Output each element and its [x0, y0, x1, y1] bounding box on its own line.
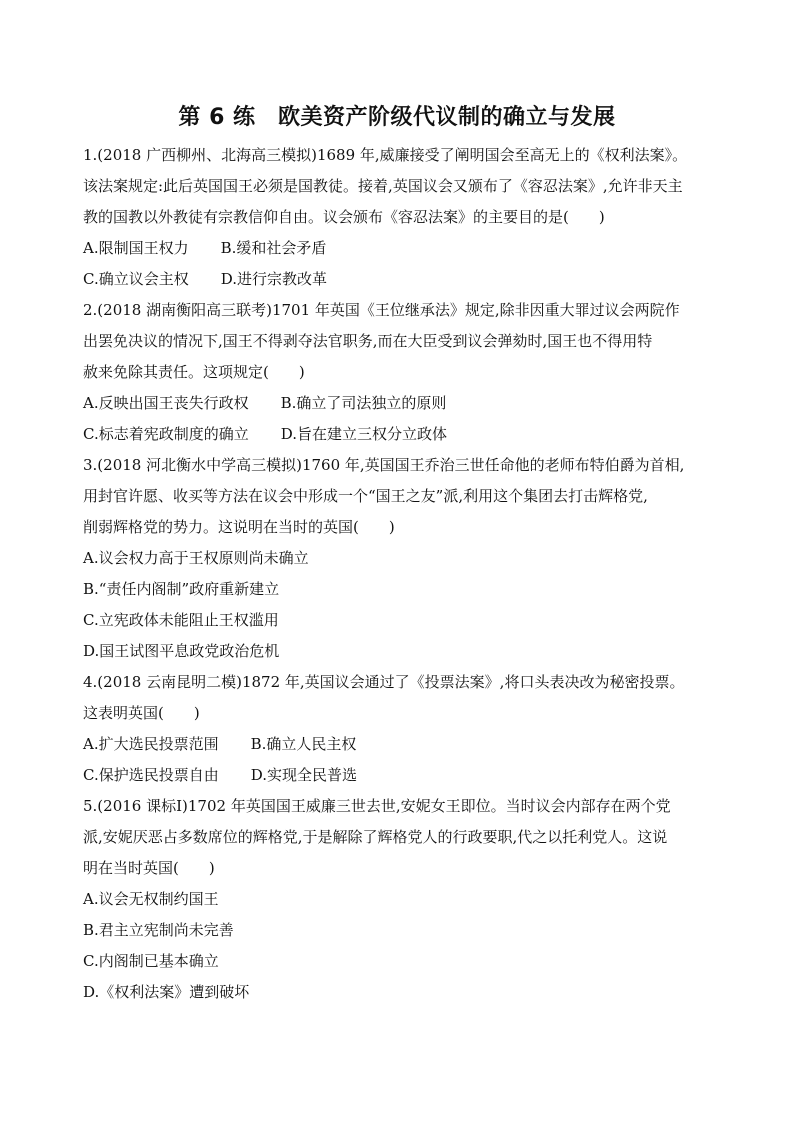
question-3 — [83, 450, 723, 667]
option-b: B.确立了司法独立的原则 — [280, 394, 447, 412]
question-list — [83, 140, 723, 1008]
question-1 — [83, 140, 723, 295]
option-row — [83, 729, 723, 760]
option-row — [83, 760, 723, 791]
question-4 — [83, 667, 723, 791]
question-text-line: 出罢免决议的情况下,国王不得剥夺法官职务,而在大臣受到议会弹劾时,国王也不得用特 — [83, 332, 653, 350]
question-text-line: 5.(2016 课标Ⅰ)1702 年英国国王威廉三世去世,安妮女王即位。当时议会内部存在两个党 — [83, 797, 671, 815]
option-d: D.进行宗教改革 — [220, 270, 327, 288]
question-text-line: 4.(2018 云南昆明二模)1872 年,英国议会通过了《投票法案》,将口头表决改为秘密投票。 — [83, 673, 685, 691]
option-a: A.议会权力高于王权原则尚未确立 — [83, 549, 309, 567]
question-text-line: 教的国教以外教徒有宗教信仰自由。议会颁布《容忍法案》的主要目的是( ) — [83, 208, 605, 226]
option-b: B.确立人民主权 — [250, 735, 357, 753]
question-text-line: 该法案规定:此后英国国王必须是国教徒。接着,英国议会又颁布了《容忍法案》,允许非天主 — [83, 177, 683, 195]
option-c: C.确立议会主权 — [83, 270, 189, 288]
option-row — [83, 233, 723, 264]
option-b: B.缓和社会矛盾 — [220, 239, 327, 257]
page-title: 第 6 练 欧美资产阶级代议制的确立与发展 — [178, 105, 616, 130]
option-a: A.议会无权制约国王 — [83, 890, 219, 908]
option-c: C.立宪政体未能阻止王权滥用 — [83, 611, 279, 629]
question-2 — [83, 295, 723, 450]
question-text-line: 1.(2018 广西柳州、北海高三模拟)1689 年,威廉接受了阐明国会至高无上的《权利法案》。 — [83, 146, 688, 164]
question-text-line: 削弱辉格党的势力。这说明在当时的英国( ) — [83, 518, 395, 536]
question-text-line: 明在当时英国( ) — [83, 859, 215, 877]
question-text-line: 赦来免除其责任。这项规定( ) — [83, 363, 305, 381]
option-row — [83, 388, 723, 419]
option-b: B.君主立宪制尚未完善 — [83, 921, 234, 939]
option-c: C.保护选民投票自由 — [83, 766, 219, 784]
option-c: C.标志着宪政制度的确立 — [83, 425, 249, 443]
question-5 — [83, 791, 723, 1008]
option-a: A.限制国王权力 — [83, 239, 189, 257]
option-a: A.反映出国王丧失行政权 — [83, 394, 249, 412]
option-row — [83, 419, 723, 450]
question-text-line: 3.(2018 河北衡水中学高三模拟)1760 年,英国国王乔治三世任命他的老师布特伯爵为首相, — [83, 456, 685, 474]
question-text-line: 2.(2018 湖南衡阳高三联考)1701 年英国《王位继承法》规定,除非因重大罪过议会两院作 — [83, 301, 680, 319]
option-c: C.内阁制已基本确立 — [83, 952, 219, 970]
option-a: A.扩大选民投票范围 — [83, 735, 219, 753]
option-d: D.《权利法案》遭到破坏 — [83, 983, 250, 1001]
option-row — [83, 264, 723, 295]
question-text-line: 派,安妮厌恶占多数席位的辉格党,于是解除了辉格党人的行政要职,代之以托利党人。这说 — [83, 828, 668, 846]
question-text-line: 用封官许愿、收买等方法在议会中形成一个“国王之友”派,利用这个集团去打击辉格党, — [83, 487, 648, 505]
option-d: D.旨在建立三权分立政体 — [280, 425, 447, 443]
option-b: B.“责任内阁制”政府重新建立 — [83, 580, 280, 598]
question-text-line: 这表明英国( ) — [83, 704, 200, 722]
option-d: D.实现全民普选 — [250, 766, 357, 784]
option-d: D.国王试图平息政党政治危机 — [83, 642, 280, 660]
